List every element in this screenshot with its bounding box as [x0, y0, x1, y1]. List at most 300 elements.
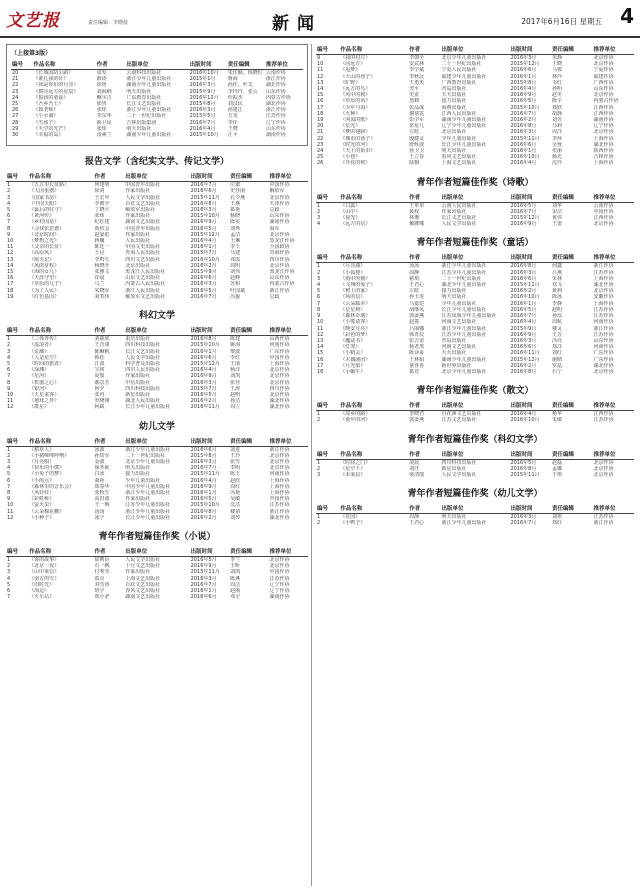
table-cell: 2015年9月: [190, 269, 217, 276]
table-cell: 马嘉恺: [409, 300, 425, 307]
table-cell: 2016年4月: [510, 319, 537, 326]
table-cell: 《人造星空》: [29, 354, 60, 361]
table-cell: 王涛: [230, 385, 241, 392]
table-cell: 《魔法书》: [340, 337, 366, 344]
table-cell: 30: [12, 132, 19, 139]
table-cell: 2016年4月: [190, 238, 217, 245]
table-cell: 中国青年出版社: [125, 225, 161, 232]
table-cell: 15: [317, 350, 324, 357]
column-header: 出版单位: [124, 171, 189, 182]
list-qingnian-youer: [316, 503, 634, 526]
table-cell: 浙江人民出版社: [125, 287, 161, 294]
column-header: 出版时间: [509, 44, 551, 55]
table-cell: 5: [7, 471, 11, 478]
column-header: 作者: [408, 449, 440, 460]
table-cell: 11: [317, 325, 324, 332]
table-cell: 《河流的歌》: [340, 117, 371, 124]
table-header-row: [316, 503, 634, 514]
table-cell: 《谁扎我的针》: [33, 76, 69, 83]
table-row: [316, 263, 634, 270]
award-table: [316, 449, 634, 479]
column-header: 作品名称: [339, 44, 408, 55]
table-cell: 2016年7月: [510, 520, 537, 527]
table-cell: 2015年7月: [190, 250, 217, 257]
table-cell: 2015年8月: [510, 79, 537, 86]
column-header: 责任编辑: [551, 192, 593, 203]
list-continued-right: [316, 44, 634, 167]
table-cell: 江波: [94, 360, 105, 367]
table-cell: 2016年11月: [510, 350, 540, 357]
table-cell: 2016年6月: [510, 275, 537, 282]
table-cell: 李朝全: [409, 55, 425, 61]
table-cell: 2016年8月: [510, 465, 537, 472]
table-cell: 江西作协: [593, 411, 614, 418]
table-cell: 《少年与海》: [340, 104, 371, 111]
table-cell: 2015年8月: [190, 452, 217, 459]
column-header: 出版单位: [441, 400, 510, 411]
table-cell: 四川科技出版社: [441, 459, 477, 466]
table-cell: 凌晨: [409, 459, 420, 466]
table-cell: 2016年2月: [190, 398, 217, 405]
table-cell: 戴潍娜: [409, 221, 425, 228]
table-cell: 解放军文艺出版社: [125, 293, 166, 300]
table-cell: 北京作协: [269, 391, 290, 398]
table-cell: 新世界出版社: [441, 362, 472, 369]
table-cell: 长江文艺出版社: [125, 348, 161, 355]
table-cell: 《灯笼》: [340, 344, 361, 351]
table-cell: 广东作协: [593, 350, 614, 357]
table-cell: 湖北作协: [269, 404, 290, 411]
column-header: 作品名称: [339, 400, 408, 411]
table-cell: 2015年10月: [190, 213, 220, 220]
table-cell: 《父亲的长征》: [29, 244, 65, 251]
table-cell: 《地球之外》: [29, 398, 60, 405]
table-cell: 《山中》: [340, 208, 361, 215]
table-cell: 《火种》: [340, 110, 361, 117]
table-cell: 湖北少年儿童出版社: [441, 282, 487, 289]
column-header: 推荐单位: [269, 436, 308, 447]
table-cell: 冯艳: [230, 489, 241, 496]
table-cell: 2016年9月: [510, 331, 537, 338]
table-cell: 《风的信》: [340, 294, 366, 301]
column-header: 责任编辑: [551, 252, 593, 263]
table-cell: 《时间的旅者》: [29, 360, 65, 367]
table-cell: 7: [7, 483, 11, 490]
table-cell: 王昕: [230, 563, 241, 570]
column-header: 推荐单位: [592, 44, 634, 55]
table-cell: 1: [7, 336, 11, 343]
masthead: [0, 0, 640, 38]
column-header: 出版单位: [441, 449, 510, 460]
table-cell: 黑鹤: [409, 98, 420, 105]
table-cell: 2016年10月: [510, 417, 540, 424]
table-cell: 张炜: [96, 125, 107, 132]
table-cell: 王燕: [230, 200, 241, 207]
table-cell: 江西作协: [593, 104, 614, 111]
table-cell: 4: [7, 354, 11, 361]
table-cell: 北京作协: [593, 368, 614, 375]
table-cell: 作家出版社: [125, 231, 151, 238]
table-cell: 汤素兰: [96, 132, 112, 139]
table-cell: 广东教育出版社: [126, 94, 162, 101]
table-cell: 2016年7月: [510, 110, 537, 117]
table-cell: 付秀莹: [94, 569, 110, 576]
award-table: [6, 171, 308, 300]
table-cell: 12: [317, 331, 324, 338]
table-cell: 25: [12, 101, 19, 108]
table-cell: 少年儿童出版社: [125, 477, 161, 484]
table-cell: 广西作协: [593, 79, 614, 86]
continued-list: [11, 59, 303, 138]
table-cell: 丁晓平: [94, 207, 110, 214]
table-cell: 林玲: [551, 73, 562, 80]
table-cell: 9: [317, 313, 321, 320]
table-cell: 薛卫民: [96, 119, 112, 126]
table-cell: 2016年7月: [189, 119, 216, 126]
table-cell: 青海作协: [269, 250, 290, 257]
table-cell: 《旷野》: [340, 79, 361, 86]
table-cell: 10: [7, 391, 14, 398]
table-cell: 长江少年儿童出版社: [125, 404, 171, 411]
table-cell: 22: [12, 82, 19, 89]
list-title-qingnian-xiaoshuo: 青年作者短篇佳作奖（小说）: [98, 531, 216, 542]
table-cell: 赵明: [230, 391, 241, 398]
table-cell: 高洪波: [94, 496, 110, 503]
table-cell: 中国少年儿童出版社: [125, 483, 171, 490]
table-cell: 接力出版社: [441, 288, 467, 295]
table-cell: 辽宁作协: [269, 587, 290, 594]
table-cell: 2016年6月: [510, 141, 537, 148]
table-cell: 韦红: [551, 79, 562, 86]
table-cell: 陆梅: [409, 160, 420, 167]
table-cell: 2016年1月: [190, 348, 217, 355]
table-cell: 湖南少年儿童出版社: [126, 82, 172, 89]
table-cell: 19: [317, 117, 324, 124]
table-cell: 《火星来客》: [29, 391, 60, 398]
table-cell: 李佳: [227, 119, 238, 126]
table-cell: 徐则臣: [94, 556, 110, 563]
table-cell: 《小雨点》: [29, 477, 55, 484]
table-cell: 解放军: [269, 188, 285, 195]
table-cell: 青岛出版社: [441, 337, 467, 344]
table-cell: 孙建江: [227, 107, 243, 114]
table-cell: 《北京时间》: [29, 231, 60, 238]
list-kehuan: [6, 325, 308, 410]
table-cell: 《荒潮》: [29, 348, 50, 355]
column-header: 作品名称: [339, 192, 408, 203]
table-cell: 上海作协: [269, 360, 290, 367]
table-cell: 江苏作协: [593, 306, 614, 313]
table-cell: 张雅文: [94, 269, 110, 276]
table-cell: 2: [7, 563, 11, 570]
table-cell: 谢倩霓: [409, 110, 425, 117]
table-cell: 浙江作协: [265, 107, 286, 114]
table-cell: 王勇英: [409, 79, 425, 86]
table-cell: 吕丽娜: [409, 325, 425, 332]
table-cell: 安徽作协: [593, 294, 614, 301]
table-cell: 聂权: [409, 208, 420, 215]
column-header: 编号: [316, 503, 339, 514]
table-cell: 2015年10月: [189, 132, 219, 139]
table-cell: 《三体外传》: [29, 336, 60, 343]
table-cell: 孙幼军: [94, 452, 110, 459]
column-header: 责任编辑: [551, 503, 593, 514]
column-header: 出版单位: [125, 59, 188, 70]
table-row: [316, 411, 634, 418]
table-cell: 宋洁: [551, 208, 562, 215]
table-cell: 重庆出版社: [125, 336, 151, 343]
table-cell: 北京作协: [593, 465, 614, 472]
table-row: [316, 221, 634, 227]
table-cell: 安武林: [409, 61, 425, 68]
table-cell: 全国政协: [269, 244, 290, 251]
table-cell: 《雾的故事》: [29, 556, 60, 563]
table-cell: 四川科技出版社: [125, 385, 161, 392]
table-cell: 《星空下》: [340, 465, 366, 472]
table-cell: 春风文艺出版社: [441, 154, 477, 161]
table-cell: 庄庸: [230, 182, 241, 189]
table-cell: 19: [7, 293, 14, 300]
table-cell: 北京作协: [593, 55, 614, 61]
table-cell: 白冰: [94, 471, 105, 478]
table-cell: 2: [317, 417, 321, 424]
table-cell: 科学普及出版社: [125, 360, 161, 367]
table-cell: 内蒙古作协: [265, 94, 291, 101]
table-cell: 《海的女儿》: [29, 269, 60, 276]
table-cell: 浙江少年儿童出版社: [441, 520, 487, 527]
table-cell: 《梦的翅膀》: [340, 129, 371, 136]
table-cell: 2016年4月: [510, 160, 537, 167]
column-header: 出版时间: [509, 192, 551, 203]
table-cell: 北京作协: [593, 459, 614, 466]
table-cell: 湖南作协: [269, 219, 290, 226]
table-cell: 杜振杰: [227, 94, 243, 101]
column-header: 编号: [6, 546, 28, 557]
column-header: 出版单位: [441, 192, 510, 203]
table-cell: 8: [7, 225, 11, 232]
table-cell: 2015年12月: [190, 231, 220, 238]
table-row: [6, 446, 308, 453]
table-cell: 周洁: [230, 581, 241, 588]
table-cell: 纪红建: [94, 219, 110, 226]
table-cell: 赵欣: [230, 477, 241, 484]
table-cell: 韩松: [94, 354, 105, 361]
table-cell: 邓霞: [230, 256, 241, 263]
table-cell: 刘海栖: [96, 88, 112, 95]
column-divider: [311, 44, 312, 886]
table-cell: 孙玉虎: [409, 294, 425, 301]
table-cell: 朱静: [551, 55, 562, 61]
table-cell: 《梦想之光》: [29, 238, 60, 245]
table-cell: 北京作协: [269, 367, 290, 374]
column-header: 出版单位: [441, 503, 510, 514]
table-cell: 《幸福的岛》: [33, 132, 64, 139]
table-cell: 石一枫: [94, 563, 110, 570]
table-row: [11, 132, 303, 138]
table-cell: 叶国斌: [230, 287, 246, 294]
table-cell: 《森林奇遇》: [340, 313, 371, 320]
table-cell: 长江少年儿童出版社: [441, 141, 487, 148]
table-cell: 邓飞: [551, 282, 562, 289]
table-cell: 2016年4月: [189, 125, 216, 132]
table-cell: 邓宇: [230, 594, 241, 601]
table-cell: 《小种子》: [29, 514, 55, 521]
table-cell: 2016年2月: [510, 362, 537, 369]
table-cell: 杨老黑: [409, 344, 425, 351]
table-cell: 刘笑伟: [94, 293, 110, 300]
table-cell: 徐剑: [94, 188, 105, 195]
table-cell: 王丽: [230, 360, 241, 367]
column-header: 出版单位: [124, 325, 189, 336]
table-cell: 周发: [96, 70, 107, 76]
left-column: [6, 44, 308, 886]
table-cell: 李玉: [230, 244, 241, 251]
table-cell: 2016年5月: [190, 287, 217, 294]
table-cell: 2016年7月: [510, 208, 537, 215]
table-cell: 《小巷》: [340, 154, 361, 161]
table-cell: 《寻找张思德》: [29, 225, 65, 232]
table-cell: 黄伟: [551, 215, 562, 222]
table-cell: 辽宁少年儿童出版社: [441, 123, 487, 130]
table-row: [6, 404, 308, 410]
column-header: 作品名称: [339, 252, 408, 263]
column-header: 编号: [316, 252, 339, 263]
table-header-row: [6, 171, 308, 182]
table-cell: 北京作协: [593, 61, 614, 68]
table-cell: 20: [12, 70, 19, 76]
column-header: 推荐单位: [592, 503, 634, 514]
table-cell: 马骏: [551, 67, 562, 74]
table-cell: 朱晓军: [94, 287, 110, 294]
column-header: 推荐单位: [265, 59, 303, 70]
table-cell: 2016年1月: [190, 489, 217, 496]
column-header: 出版单位: [124, 436, 189, 447]
table-cell: 上海作协: [269, 483, 290, 490]
table-cell: 冰波: [94, 446, 105, 453]
list-qingnian-xiaoshuo: [6, 546, 308, 600]
table-cell: 殷健灵: [409, 135, 425, 142]
table-cell: 周明: [230, 262, 241, 269]
table-cell: 4: [7, 200, 11, 207]
table-cell: 北京作协: [269, 373, 290, 380]
table-cell: 彭学军: [409, 117, 425, 124]
table-cell: 9: [7, 385, 11, 392]
list-title-qingnian-shige: 青年作者短篇佳作奖（诗歌）: [416, 177, 534, 188]
table-cell: 《旧时光》: [29, 581, 55, 588]
table-cell: 《北京一夜》: [29, 563, 60, 570]
table-cell: 何鑫: [551, 263, 562, 270]
table-cell: 《航天记》: [29, 256, 55, 263]
issue-date: 2017年6月16日 星期五: [521, 17, 602, 26]
list-title-baogao: 报告文学（含纪实文学、传记文学）: [84, 157, 229, 168]
table-row: [316, 160, 634, 166]
table-cell: 《时间之门》: [340, 459, 371, 466]
table-cell: 《花园》: [340, 514, 361, 521]
table-cell: 张炜: [96, 107, 107, 114]
table-cell: 马建: [230, 250, 241, 257]
table-cell: 罗晶: [551, 362, 562, 369]
table-cell: 2015年11月: [510, 282, 540, 289]
table-cell: 内蒙古人民出版社: [125, 281, 166, 288]
list-title-qingnian-kehuan: 青年作者短篇佳作奖（科幻文学）: [407, 434, 543, 445]
table-cell: 22: [317, 135, 324, 142]
table-cell: 吉林作协: [593, 154, 614, 161]
table-cell: 王晓: [227, 125, 238, 132]
table-cell: 6: [7, 477, 11, 484]
table-cell: 刘汉民: [227, 101, 243, 108]
table-row: [6, 294, 308, 300]
table-cell: 2015年10月: [510, 104, 540, 111]
table-cell: 4: [7, 575, 11, 582]
column-header: 出版时间: [190, 325, 229, 336]
table-cell: 《群星》: [29, 404, 50, 411]
table-cell: 左昡: [409, 129, 420, 136]
table-cell: 2016年1月: [510, 73, 537, 80]
table-cell: 《小兔子的梦》: [29, 471, 65, 478]
list-youer: [6, 436, 308, 521]
table-cell: 辽宁作协: [593, 123, 614, 130]
column-header: 出版单位: [124, 546, 189, 557]
table-cell: 2016年7月: [190, 465, 217, 472]
table-cell: 上海文艺出版社: [125, 575, 161, 582]
table-cell: 上海作协: [269, 489, 290, 496]
table-cell: 湖北作协: [265, 82, 286, 89]
table-cell: 总政: [269, 207, 280, 214]
table-cell: 2016年4月: [510, 411, 537, 418]
table-cell: 冯亮: [551, 337, 562, 344]
table-cell: 赵磊: [551, 459, 562, 466]
table-cell: 郑洋: [551, 344, 562, 351]
table-cell: 11: [7, 508, 14, 515]
table-cell: 9: [7, 496, 11, 503]
page-columns: [6, 44, 634, 886]
table-cell: 吕燕: [551, 269, 562, 276]
table-cell: 孙卫卫: [409, 148, 425, 155]
table-cell: 天天出版社: [441, 350, 467, 357]
table-cell: 2016年4月: [190, 367, 217, 374]
table-cell: 作家出版社: [125, 496, 151, 503]
table-cell: 总政: [269, 293, 280, 300]
table-cell: 7: [7, 219, 11, 226]
table-cell: 26: [12, 107, 19, 114]
table-header-row: [316, 449, 634, 460]
table-cell: 张佳: [230, 379, 241, 386]
table-cell: 浙江少年儿童出版社: [441, 325, 487, 332]
table-cell: 2016年10月: [510, 294, 540, 301]
table-cell: 明天出版社: [125, 465, 151, 472]
table-cell: 8: [7, 379, 11, 386]
table-cell: 刘慈欣: [94, 336, 110, 343]
table-cell: 宁夏人民出版社: [441, 67, 477, 74]
table-cell: 罗隆翔: [94, 398, 110, 405]
table-cell: 人民文学出版社: [125, 354, 161, 361]
table-cell: 人民文学出版社: [125, 556, 161, 563]
table-cell: 2016年1月: [190, 244, 217, 251]
table-cell: 陈冰: [551, 294, 562, 301]
table-cell: 《大国重器》: [29, 188, 60, 195]
table-cell: 李学斌: [409, 67, 425, 74]
table-cell: 2016年5月: [190, 556, 217, 563]
table-cell: 14: [317, 86, 324, 93]
column-header: 编号: [316, 192, 339, 203]
table-cell: 许晨: [94, 275, 105, 282]
table-cell: 北京少年儿童出版社: [441, 368, 487, 375]
table-cell: 《红色基因》: [29, 293, 60, 300]
table-cell: 《火车站》: [29, 594, 55, 601]
table-cell: 《月亮湖》: [340, 263, 366, 270]
table-cell: 2016年3月: [189, 82, 216, 89]
table-cell: 《天涯守望》: [29, 275, 60, 282]
